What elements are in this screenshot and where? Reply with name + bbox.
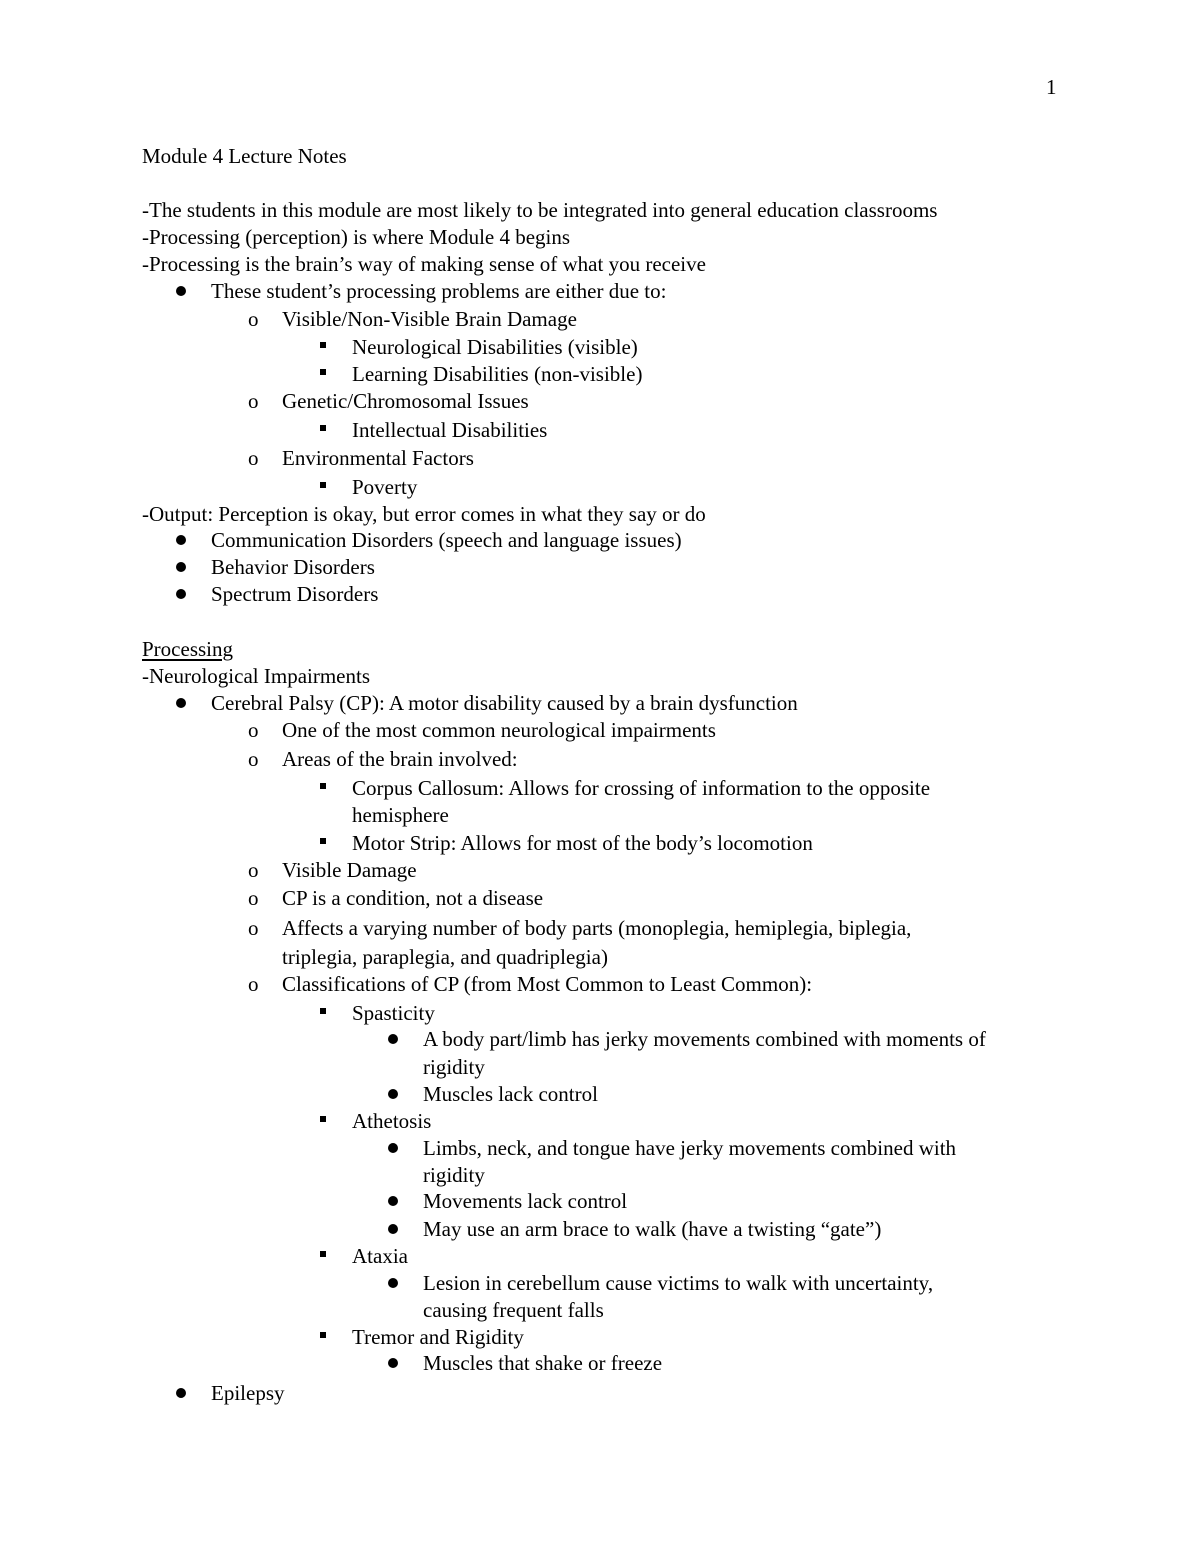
sub-environmental: Environmental Factors xyxy=(282,446,474,470)
athetosis-desc-1: Limbs, neck, and tongue have jerky movements combined with xyxy=(423,1136,957,1160)
sub-brain-damage: Visible/Non-Visible Brain Damage xyxy=(282,307,577,331)
bullet-square xyxy=(320,369,326,375)
intro-line-3: -Processing is the brain’s way of making sense of what you receive xyxy=(142,252,706,276)
item-poverty: Poverty xyxy=(352,475,418,499)
cp-body-parts-cont: triplegia, paraplegia, and quadriplegia) xyxy=(282,945,608,969)
sub-genetic: Genetic/Chromosomal Issues xyxy=(282,389,529,413)
bullet-circle: o xyxy=(248,858,259,882)
bullet-behavior: Behavior Disorders xyxy=(211,555,375,579)
bullet-circle: o xyxy=(248,916,259,940)
bullet-square xyxy=(320,783,326,789)
class-athetosis: Athetosis xyxy=(352,1109,432,1133)
bullet-square xyxy=(320,838,326,844)
bullet-dot xyxy=(388,1224,398,1234)
intro-line-2: -Processing (perception) is where Module 4 begins xyxy=(142,225,571,249)
neurological-impairments: -Neurological Impairments xyxy=(142,664,371,688)
bullet-circle: o xyxy=(248,718,259,742)
class-tremor-rigidity: Tremor and Rigidity xyxy=(352,1325,524,1349)
bullet-dot xyxy=(388,1089,398,1099)
bullet-cerebral-palsy: Cerebral Palsy (CP): A motor disability caused by a brain dysfunction xyxy=(211,691,798,715)
item-learning: Learning Disabilities (non-visible) xyxy=(352,362,643,386)
bullet-communication: Communication Disorders (speech and language issues) xyxy=(211,528,682,552)
bullet-dot xyxy=(388,1034,398,1044)
bullet-spectrum: Spectrum Disorders xyxy=(211,582,379,606)
bullet-circle: o xyxy=(248,747,259,771)
bullet-square xyxy=(320,482,326,488)
item-corpus-callosum: Corpus Callosum: Allows for crossing of information to the opposite xyxy=(352,776,931,800)
bullet-dot xyxy=(176,698,186,708)
athetosis-desc-3: May use an arm brace to walk (have a twisting “gate”) xyxy=(423,1217,882,1241)
bullet-circle: o xyxy=(248,389,259,413)
bullet-circle: o xyxy=(248,446,259,470)
cp-common: One of the most common neurological impairments xyxy=(282,718,716,742)
spasticity-desc-1: A body part/limb has jerky movements combined with moments of xyxy=(423,1027,986,1051)
item-intellectual: Intellectual Disabilities xyxy=(352,418,548,442)
page-number: 1 xyxy=(1046,75,1057,99)
bullet-square xyxy=(320,1332,326,1338)
bullet-square xyxy=(320,1008,326,1014)
ataxia-desc-1: Lesion in cerebellum cause victims to walk with uncertainty, xyxy=(423,1271,934,1295)
cp-brain-areas: Areas of the brain involved: xyxy=(282,747,518,771)
item-motor-strip: Motor Strip: Allows for most of the body’s locomotion xyxy=(352,831,813,855)
output-line: -Output: Perception is okay, but error comes in what they say or do xyxy=(142,502,706,526)
spasticity-desc-2: Muscles lack control xyxy=(423,1082,598,1106)
bullet-square xyxy=(320,1116,326,1122)
cp-classifications: Classifications of CP (from Most Common to Least Common): xyxy=(282,972,813,996)
bullet-square xyxy=(320,342,326,348)
ataxia-desc-1-cont: causing frequent falls xyxy=(423,1298,604,1322)
cp-condition: CP is a condition, not a disease xyxy=(282,886,544,910)
bullet-dot xyxy=(176,1388,186,1398)
bullet-dot xyxy=(388,1143,398,1153)
bullet-processing-problems: These student’s processing problems are either due to: xyxy=(211,279,667,303)
athetosis-desc-2: Movements lack control xyxy=(423,1189,628,1213)
bullet-square xyxy=(320,1251,326,1257)
bullet-dot xyxy=(176,535,186,545)
spasticity-desc-1-cont: rigidity xyxy=(423,1055,485,1079)
bullet-square xyxy=(320,425,326,431)
bullet-dot xyxy=(176,562,186,572)
class-ataxia: Ataxia xyxy=(352,1244,408,1268)
tremor-desc-1: Muscles that shake or freeze xyxy=(423,1351,663,1375)
section-heading-processing: Processing xyxy=(142,637,233,661)
bullet-dot xyxy=(388,1358,398,1368)
bullet-dot xyxy=(388,1196,398,1206)
intro-line-1: -The students in this module are most likely to be integrated into general education classrooms xyxy=(142,198,938,222)
athetosis-desc-1-cont: rigidity xyxy=(423,1163,485,1187)
bullet-circle: o xyxy=(248,972,259,996)
bullet-dot xyxy=(176,589,186,599)
item-corpus-callosum-cont: hemisphere xyxy=(352,803,449,827)
bullet-epilepsy: Epilepsy xyxy=(211,1381,285,1405)
bullet-dot xyxy=(176,286,186,296)
bullet-circle: o xyxy=(248,307,259,331)
item-neurological: Neurological Disabilities (visible) xyxy=(352,335,638,359)
bullet-circle: o xyxy=(248,886,259,910)
page-title: Module 4 Lecture Notes xyxy=(142,144,347,168)
cp-visible-damage: Visible Damage xyxy=(282,858,417,882)
class-spasticity: Spasticity xyxy=(352,1001,435,1025)
cp-body-parts: Affects a varying number of body parts (monoplegia, hemiplegia, biplegia, xyxy=(282,916,912,940)
bullet-dot xyxy=(388,1278,398,1288)
